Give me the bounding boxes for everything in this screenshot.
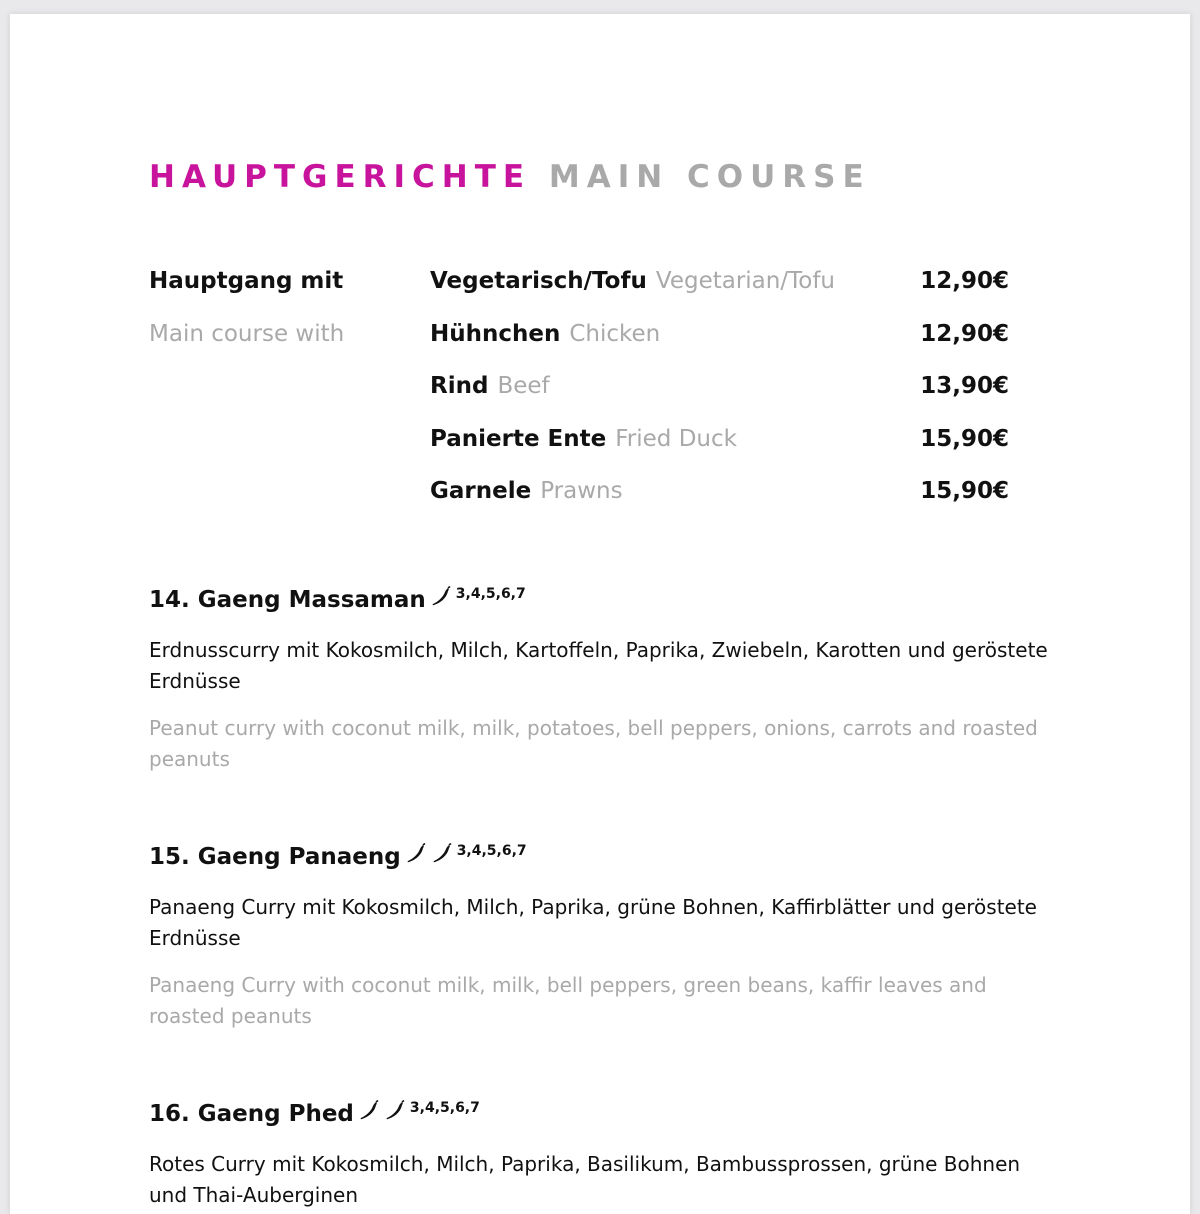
chili-pepper-icon [384, 1098, 406, 1132]
chili-pepper-icon [405, 841, 427, 875]
protein-name-english: Prawns [540, 478, 623, 504]
heading-english: MAIN COURSE [548, 159, 871, 195]
section-heading [149, 159, 871, 195]
dish-description-german: Panaeng Curry mit Kokosmilch, Milch, Paprika, grüne Bohnen, Kaffirblätter und geröstete Erdnüsse [149, 895, 1037, 950]
protein-name-english: Chicken [569, 320, 661, 347]
protein-name-english: Vegetarian/Tofu [655, 268, 835, 294]
allergen-codes: 3,4,5,6,7 [456, 843, 527, 859]
heading-german: HAUPTGERICHTE [149, 159, 532, 195]
spice-level [401, 844, 453, 870]
dish-description-german: Erdnusscurry mit Kokosmilch, Milch, Kartoffeln, Paprika, Zwiebeln, Karotten und geröstete Erdnüsse [149, 638, 1048, 693]
intro-german: Hauptgang mit [149, 268, 344, 294]
dish-item [149, 840, 1049, 1032]
menu-page [10, 14, 1190, 1214]
protein-name-german: Hühnchen [430, 320, 561, 347]
allergen-codes: 3,4,5,6,7 [409, 1100, 480, 1116]
price: 15,90€ [920, 425, 1009, 452]
price-row [149, 478, 1009, 531]
dish-item [149, 1097, 1049, 1211]
price: 13,90€ [920, 373, 1009, 399]
spice-level [354, 1101, 406, 1127]
spice-level [426, 587, 452, 613]
intro-english: Main course with [149, 320, 345, 347]
protein-option [430, 321, 660, 347]
dish-description-german: Rotes Curry mit Kokosmilch, Milch, Paprika, Basilikum, Bambussprossen, grüne Bohnen und Thai-Auberginen [149, 1152, 1021, 1207]
dish-title: 16. Gaeng Phed [149, 1101, 354, 1127]
price-row [149, 426, 1009, 479]
protein-name-german: Panierte Ente [430, 425, 607, 452]
protein-name-german: Garnele [430, 478, 532, 504]
dish-description-english: Peanut curry with coconut milk, milk, potatoes, bell peppers, onions, carrots and roasted peanuts [149, 716, 1038, 771]
protein-option [430, 373, 550, 399]
protein-name-english: Fried Duck [615, 425, 737, 452]
dish-description-english: Panaeng Curry with coconut milk, milk, bell peppers, green beans, kaffir leaves and roasted peanuts [149, 973, 987, 1028]
protein-option [430, 268, 835, 294]
protein-option [430, 478, 623, 504]
chili-pepper-icon [430, 584, 452, 618]
dish-title: 14. Gaeng Massaman [149, 587, 426, 613]
price-row [149, 321, 1009, 374]
allergen-codes: 3,4,5,6,7 [455, 586, 526, 602]
dish-item [149, 583, 1049, 775]
chili-pepper-icon [358, 1098, 380, 1132]
chili-pepper-icon [431, 841, 453, 875]
price-row [149, 268, 1009, 321]
protein-name-german: Vegetarisch/Tofu [430, 268, 647, 294]
protein-price-table [149, 268, 1009, 531]
protein-name-english: Beef [497, 373, 550, 399]
price: 12,90€ [920, 268, 1009, 294]
dish-title: 15. Gaeng Panaeng [149, 844, 401, 870]
protein-option [430, 426, 737, 452]
price: 12,90€ [920, 320, 1009, 347]
price: 15,90€ [920, 478, 1009, 504]
price-row [149, 373, 1009, 426]
protein-name-german: Rind [430, 373, 489, 399]
